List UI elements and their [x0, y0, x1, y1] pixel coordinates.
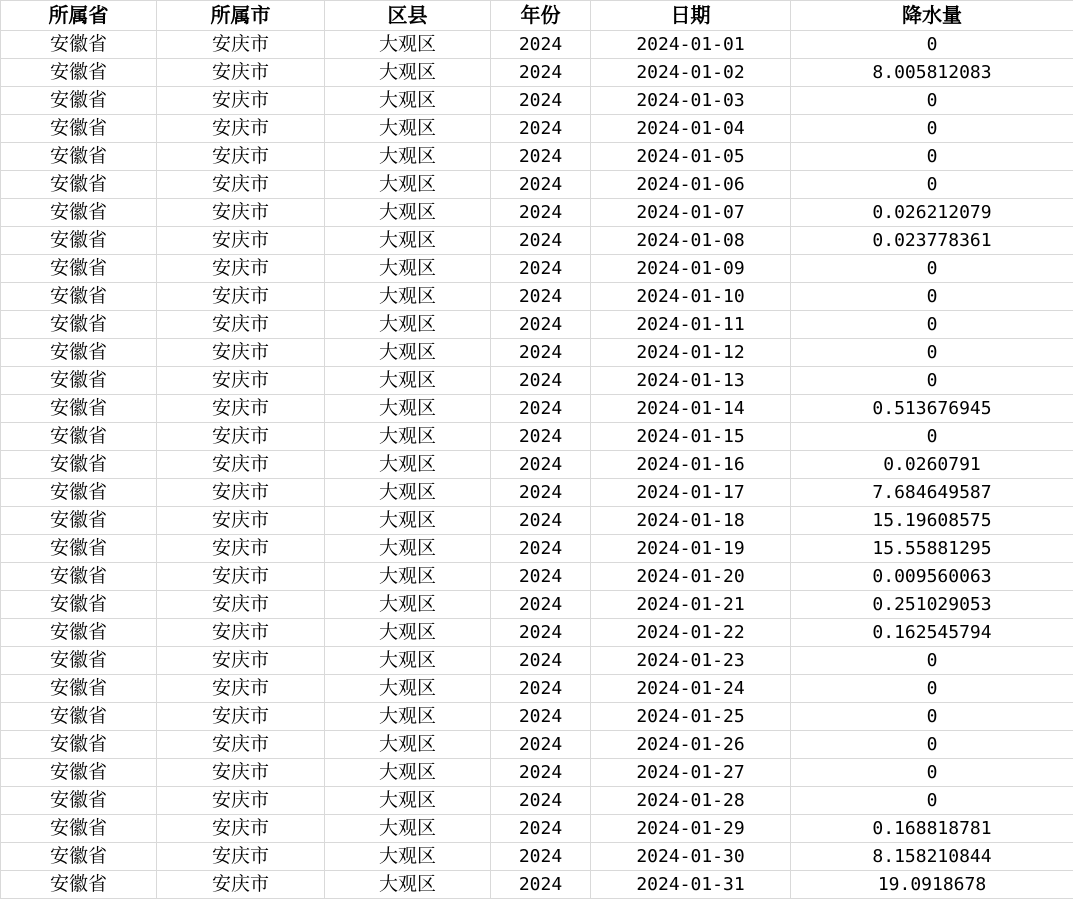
table-row — [1, 31, 1073, 59]
cell-city[interactable]: 安庆市 — [157, 423, 325, 451]
cell-province[interactable]: 安徽省 — [1, 115, 157, 143]
cell-date[interactable]: 2024-01-25 — [591, 703, 791, 731]
cell-city[interactable]: 安庆市 — [157, 199, 325, 227]
cell-province[interactable]: 安徽省 — [1, 283, 157, 311]
cell-district[interactable]: 大观区 — [325, 171, 491, 199]
cell-precipitation[interactable]: 0.168818781 — [791, 815, 1073, 843]
cell-province[interactable]: 安徽省 — [1, 479, 157, 507]
cell-date[interactable]: 2024-01-27 — [591, 759, 791, 787]
cell-province[interactable]: 安徽省 — [1, 871, 157, 899]
table-row — [1, 787, 1073, 815]
cell-city[interactable]: 安庆市 — [157, 59, 325, 87]
cell-city[interactable]: 安庆市 — [157, 703, 325, 731]
cell-district[interactable]: 大观区 — [325, 423, 491, 451]
header-row — [1, 1, 1073, 31]
cell-precipitation[interactable]: 0 — [791, 731, 1073, 759]
table-row — [1, 339, 1073, 367]
cell-city[interactable]: 安庆市 — [157, 367, 325, 395]
cell-district[interactable]: 大观区 — [325, 143, 491, 171]
cell-city[interactable]: 安庆市 — [157, 479, 325, 507]
cell-year[interactable]: 2024 — [491, 227, 591, 255]
cell-district[interactable]: 大观区 — [325, 815, 491, 843]
cell-city[interactable]: 安庆市 — [157, 815, 325, 843]
cell-precipitation[interactable]: 0 — [791, 423, 1073, 451]
cell-province[interactable]: 安徽省 — [1, 199, 157, 227]
cell-year[interactable]: 2024 — [491, 423, 591, 451]
cell-date[interactable]: 2024-01-29 — [591, 815, 791, 843]
cell-date[interactable]: 2024-01-24 — [591, 675, 791, 703]
cell-district[interactable]: 大观区 — [325, 843, 491, 871]
table-row — [1, 395, 1073, 423]
cell-district[interactable]: 大观区 — [325, 703, 491, 731]
cell-district[interactable]: 大观区 — [325, 367, 491, 395]
cell-year[interactable]: 2024 — [491, 591, 591, 619]
cell-province[interactable]: 安徽省 — [1, 31, 157, 59]
cell-province[interactable]: 安徽省 — [1, 423, 157, 451]
cell-city[interactable]: 安庆市 — [157, 591, 325, 619]
cell-city[interactable]: 安庆市 — [157, 339, 325, 367]
cell-year[interactable]: 2024 — [491, 339, 591, 367]
cell-precipitation[interactable]: 8.158210844 — [791, 843, 1073, 871]
cell-province[interactable]: 安徽省 — [1, 451, 157, 479]
cell-precipitation[interactable]: 0 — [791, 115, 1073, 143]
cell-province[interactable]: 安徽省 — [1, 171, 157, 199]
header-year[interactable]: 年份 — [491, 1, 591, 31]
cell-district[interactable]: 大观区 — [325, 647, 491, 675]
cell-date[interactable]: 2024-01-04 — [591, 115, 791, 143]
cell-date[interactable]: 2024-01-15 — [591, 423, 791, 451]
cell-date[interactable]: 2024-01-31 — [591, 871, 791, 899]
cell-province[interactable]: 安徽省 — [1, 591, 157, 619]
cell-province[interactable]: 安徽省 — [1, 227, 157, 255]
cell-date[interactable]: 2024-01-03 — [591, 87, 791, 115]
cell-city[interactable]: 安庆市 — [157, 507, 325, 535]
cell-year[interactable]: 2024 — [491, 143, 591, 171]
cell-province[interactable]: 安徽省 — [1, 675, 157, 703]
cell-city[interactable]: 安庆市 — [157, 871, 325, 899]
cell-province[interactable]: 安徽省 — [1, 255, 157, 283]
table-row — [1, 675, 1073, 703]
cell-district[interactable]: 大观区 — [325, 619, 491, 647]
cell-precipitation[interactable]: 8.005812083 — [791, 59, 1073, 87]
cell-year[interactable]: 2024 — [491, 199, 591, 227]
cell-precipitation[interactable]: 0.009560063 — [791, 563, 1073, 591]
cell-year[interactable]: 2024 — [491, 283, 591, 311]
cell-year[interactable]: 2024 — [491, 451, 591, 479]
cell-district[interactable]: 大观区 — [325, 199, 491, 227]
table-row — [1, 535, 1073, 563]
table-row — [1, 871, 1073, 899]
table-row — [1, 731, 1073, 759]
table-row — [1, 619, 1073, 647]
cell-year[interactable]: 2024 — [491, 731, 591, 759]
cell-year[interactable]: 2024 — [491, 87, 591, 115]
cell-date[interactable]: 2024-01-11 — [591, 311, 791, 339]
table-row — [1, 591, 1073, 619]
table-row — [1, 87, 1073, 115]
table-body — [1, 31, 1073, 899]
header-precipitation[interactable]: 降水量 — [791, 1, 1073, 31]
cell-district[interactable]: 大观区 — [325, 31, 491, 59]
cell-province[interactable]: 安徽省 — [1, 367, 157, 395]
cell-district[interactable]: 大观区 — [325, 339, 491, 367]
cell-date[interactable]: 2024-01-21 — [591, 591, 791, 619]
cell-precipitation[interactable]: 15.55881295 — [791, 535, 1073, 563]
cell-city[interactable]: 安庆市 — [157, 31, 325, 59]
cell-city[interactable]: 安庆市 — [157, 647, 325, 675]
cell-precipitation[interactable]: 0.0260791 — [791, 451, 1073, 479]
table-row — [1, 255, 1073, 283]
cell-date[interactable]: 2024-01-02 — [591, 59, 791, 87]
cell-year[interactable]: 2024 — [491, 31, 591, 59]
cell-precipitation[interactable]: 0 — [791, 87, 1073, 115]
cell-date[interactable]: 2024-01-30 — [591, 843, 791, 871]
cell-date[interactable]: 2024-01-08 — [591, 227, 791, 255]
table-row — [1, 507, 1073, 535]
cell-date[interactable]: 2024-01-26 — [591, 731, 791, 759]
cell-year[interactable]: 2024 — [491, 619, 591, 647]
cell-district[interactable]: 大观区 — [325, 283, 491, 311]
table-row — [1, 283, 1073, 311]
cell-city[interactable]: 安庆市 — [157, 787, 325, 815]
cell-city[interactable]: 安庆市 — [157, 115, 325, 143]
cell-district[interactable]: 大观区 — [325, 227, 491, 255]
cell-date[interactable]: 2024-01-06 — [591, 171, 791, 199]
table-row — [1, 423, 1073, 451]
cell-city[interactable]: 安庆市 — [157, 675, 325, 703]
cell-date[interactable]: 2024-01-05 — [591, 143, 791, 171]
cell-date[interactable]: 2024-01-07 — [591, 199, 791, 227]
table-row — [1, 367, 1073, 395]
cell-city[interactable]: 安庆市 — [157, 143, 325, 171]
cell-precipitation[interactable]: 0 — [791, 675, 1073, 703]
cell-precipitation[interactable]: 0.251029053 — [791, 591, 1073, 619]
cell-city[interactable]: 安庆市 — [157, 535, 325, 563]
cell-year[interactable]: 2024 — [491, 843, 591, 871]
cell-year[interactable]: 2024 — [491, 787, 591, 815]
cell-date[interactable]: 2024-01-09 — [591, 255, 791, 283]
cell-precipitation[interactable]: 0 — [791, 171, 1073, 199]
cell-precipitation[interactable]: 0 — [791, 647, 1073, 675]
cell-year[interactable]: 2024 — [491, 479, 591, 507]
cell-date[interactable]: 2024-01-18 — [591, 507, 791, 535]
cell-precipitation[interactable]: 0 — [791, 283, 1073, 311]
table-row — [1, 171, 1073, 199]
cell-date[interactable]: 2024-01-12 — [591, 339, 791, 367]
cell-province[interactable]: 安徽省 — [1, 59, 157, 87]
cell-year[interactable]: 2024 — [491, 871, 591, 899]
cell-province[interactable]: 安徽省 — [1, 815, 157, 843]
cell-date[interactable]: 2024-01-17 — [591, 479, 791, 507]
table-row — [1, 143, 1073, 171]
cell-precipitation[interactable]: 0 — [791, 255, 1073, 283]
cell-precipitation[interactable]: 7.684649587 — [791, 479, 1073, 507]
cell-precipitation[interactable]: 0 — [791, 143, 1073, 171]
cell-district[interactable]: 大观区 — [325, 787, 491, 815]
cell-date[interactable]: 2024-01-16 — [591, 451, 791, 479]
cell-precipitation[interactable]: 0.513676945 — [791, 395, 1073, 423]
cell-province[interactable]: 安徽省 — [1, 843, 157, 871]
cell-date[interactable]: 2024-01-19 — [591, 535, 791, 563]
cell-precipitation[interactable]: 15.19608575 — [791, 507, 1073, 535]
cell-province[interactable]: 安徽省 — [1, 619, 157, 647]
cell-year[interactable]: 2024 — [491, 647, 591, 675]
cell-precipitation[interactable]: 0.026212079 — [791, 199, 1073, 227]
cell-date[interactable]: 2024-01-20 — [591, 563, 791, 591]
cell-year[interactable]: 2024 — [491, 759, 591, 787]
cell-date[interactable]: 2024-01-13 — [591, 367, 791, 395]
cell-year[interactable]: 2024 — [491, 311, 591, 339]
table-row — [1, 759, 1073, 787]
cell-precipitation[interactable]: 0.162545794 — [791, 619, 1073, 647]
cell-district[interactable]: 大观区 — [325, 535, 491, 563]
cell-precipitation[interactable]: 0 — [791, 787, 1073, 815]
cell-city[interactable]: 安庆市 — [157, 171, 325, 199]
cell-district[interactable]: 大观区 — [325, 255, 491, 283]
cell-district[interactable]: 大观区 — [325, 115, 491, 143]
cell-date[interactable]: 2024-01-01 — [591, 31, 791, 59]
cell-province[interactable]: 安徽省 — [1, 731, 157, 759]
cell-city[interactable]: 安庆市 — [157, 311, 325, 339]
cell-year[interactable]: 2024 — [491, 255, 591, 283]
header-province[interactable]: 所属省 — [1, 1, 157, 31]
table-row — [1, 59, 1073, 87]
cell-district[interactable]: 大观区 — [325, 731, 491, 759]
table-row — [1, 815, 1073, 843]
cell-year[interactable]: 2024 — [491, 563, 591, 591]
cell-province[interactable]: 安徽省 — [1, 143, 157, 171]
cell-year[interactable]: 2024 — [491, 535, 591, 563]
cell-year[interactable]: 2024 — [491, 367, 591, 395]
cell-district[interactable]: 大观区 — [325, 759, 491, 787]
cell-district[interactable]: 大观区 — [325, 87, 491, 115]
cell-district[interactable]: 大观区 — [325, 479, 491, 507]
cell-precipitation[interactable]: 0 — [791, 367, 1073, 395]
cell-city[interactable]: 安庆市 — [157, 563, 325, 591]
header-date[interactable]: 日期 — [591, 1, 791, 31]
table-row — [1, 199, 1073, 227]
cell-province[interactable]: 安徽省 — [1, 87, 157, 115]
table-row — [1, 227, 1073, 255]
cell-city[interactable]: 安庆市 — [157, 395, 325, 423]
cell-precipitation[interactable]: 19.0918678 — [791, 871, 1073, 899]
table-header — [1, 1, 1073, 31]
cell-year[interactable]: 2024 — [491, 675, 591, 703]
cell-city[interactable]: 安庆市 — [157, 87, 325, 115]
header-district[interactable]: 区县 — [325, 1, 491, 31]
cell-city[interactable]: 安庆市 — [157, 227, 325, 255]
cell-year[interactable]: 2024 — [491, 115, 591, 143]
cell-city[interactable]: 安庆市 — [157, 759, 325, 787]
cell-year[interactable]: 2024 — [491, 815, 591, 843]
cell-precipitation[interactable]: 0 — [791, 759, 1073, 787]
cell-district[interactable]: 大观区 — [325, 59, 491, 87]
table-row — [1, 647, 1073, 675]
cell-province[interactable]: 安徽省 — [1, 535, 157, 563]
table-row — [1, 451, 1073, 479]
table-row — [1, 843, 1073, 871]
cell-district[interactable]: 大观区 — [325, 591, 491, 619]
cell-province[interactable]: 安徽省 — [1, 339, 157, 367]
cell-district[interactable]: 大观区 — [325, 311, 491, 339]
cell-city[interactable]: 安庆市 — [157, 451, 325, 479]
cell-date[interactable]: 2024-01-23 — [591, 647, 791, 675]
cell-province[interactable]: 安徽省 — [1, 787, 157, 815]
cell-date[interactable]: 2024-01-10 — [591, 283, 791, 311]
table-row — [1, 703, 1073, 731]
cell-province[interactable]: 安徽省 — [1, 507, 157, 535]
cell-precipitation[interactable]: 0 — [791, 31, 1073, 59]
cell-date[interactable]: 2024-01-14 — [591, 395, 791, 423]
cell-year[interactable]: 2024 — [491, 395, 591, 423]
table-row — [1, 115, 1073, 143]
cell-province[interactable]: 安徽省 — [1, 703, 157, 731]
table-row — [1, 311, 1073, 339]
cell-precipitation[interactable]: 0 — [791, 703, 1073, 731]
cell-city[interactable]: 安庆市 — [157, 255, 325, 283]
table-row — [1, 563, 1073, 591]
cell-district[interactable]: 大观区 — [325, 507, 491, 535]
cell-province[interactable]: 安徽省 — [1, 647, 157, 675]
cell-province[interactable]: 安徽省 — [1, 311, 157, 339]
cell-district[interactable]: 大观区 — [325, 451, 491, 479]
cell-province[interactable]: 安徽省 — [1, 395, 157, 423]
cell-year[interactable]: 2024 — [491, 171, 591, 199]
cell-province[interactable]: 安徽省 — [1, 563, 157, 591]
cell-city[interactable]: 安庆市 — [157, 619, 325, 647]
cell-precipitation[interactable]: 0.023778361 — [791, 227, 1073, 255]
cell-district[interactable]: 大观区 — [325, 563, 491, 591]
table-row — [1, 479, 1073, 507]
cell-year[interactable]: 2024 — [491, 59, 591, 87]
cell-city[interactable]: 安庆市 — [157, 843, 325, 871]
cell-district[interactable]: 大观区 — [325, 871, 491, 899]
cell-district[interactable]: 大观区 — [325, 395, 491, 423]
cell-city[interactable]: 安庆市 — [157, 283, 325, 311]
header-city[interactable]: 所属市 — [157, 1, 325, 31]
cell-date[interactable]: 2024-01-28 — [591, 787, 791, 815]
cell-city[interactable]: 安庆市 — [157, 731, 325, 759]
cell-date[interactable]: 2024-01-22 — [591, 619, 791, 647]
cell-year[interactable]: 2024 — [491, 703, 591, 731]
cell-precipitation[interactable]: 0 — [791, 339, 1073, 367]
cell-year[interactable]: 2024 — [491, 507, 591, 535]
cell-district[interactable]: 大观区 — [325, 675, 491, 703]
cell-province[interactable]: 安徽省 — [1, 759, 157, 787]
cell-precipitation[interactable]: 0 — [791, 311, 1073, 339]
